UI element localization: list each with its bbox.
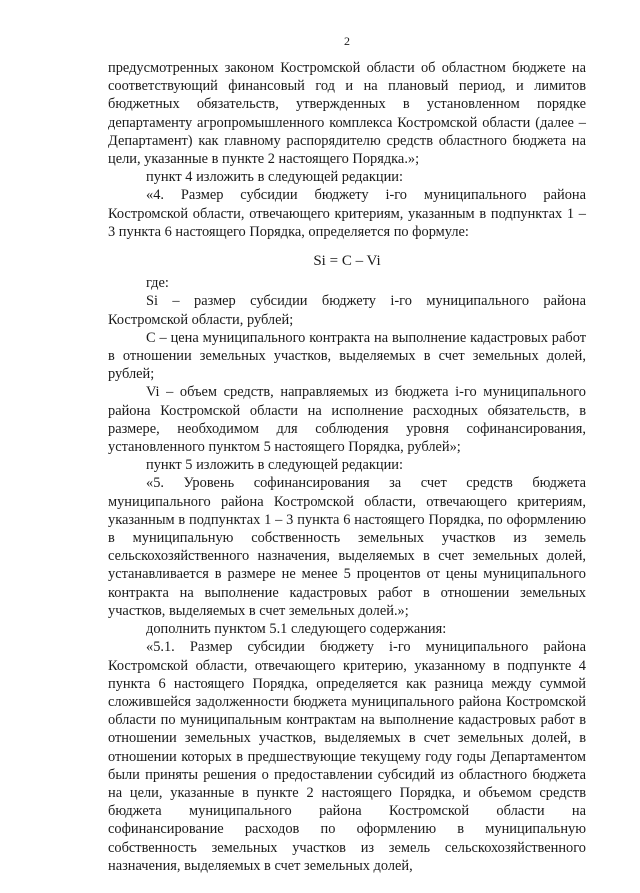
paragraph-where: где: [146, 275, 169, 292]
paragraph-budget-continuation: предусмотренных законом Костромской области об областном бюджете на соответствующий финансовый год и на плановый период, и лимитов бюджетных обязательств, утвержденных в установленном порядке департаменту агропромышленного комплекса Костромской области (далее – Департамент) как главному распорядителю средств областного бюджета на цели, указанные в пункте 2 настоящего Порядка.»; [108, 60, 586, 168]
document-body [108, 59, 586, 875]
paragraph-amend-point-5: пункт 5 изложить в следующей редакции: [146, 457, 403, 474]
definition-vi: Vi – объем средств, направляемых из бюджета i-го муниципального района Костромской области на исполнение расходных обязательств, в размере, необходимом для соблюдения уровня софинансирования, установленного пунктом 5 настоящего Порядка, рублей»; [108, 384, 586, 456]
definition-si: Si – размер субсидии бюджету i-го муниципального района Костромской области, рублей; [108, 293, 586, 328]
paragraph-amend-point-4: пункт 4 изложить в следующей редакции: [146, 169, 403, 186]
document-page [108, 34, 586, 875]
paragraph-point-4: «4. Размер субсидии бюджету i-го муниципального района Костромской области, отвечающего критериям, указанным в подпунктах 1 – 3 пункта 6 настоящего Порядка, определяется по формуле: [108, 187, 586, 240]
page-number: 2 [344, 34, 350, 48]
paragraph-point-5-1: «5.1. Размер субсидии бюджету i-го муниципального района Костромской области, отвечающего критерию, указанному в подпункте 4 пункта 6 настоящего Порядка, определяется как разница между суммой сложившейся задолженности бюджета муниципального района Костромской области по муниципальным контрактам на выполнение кадастровых работ в отношении земельных участков, выделяемых в счет земельных долей, в отношении которых в предшествующие текущему году годы Департаментом были приняты решения о предоставлении субсидий из областного бюджета на цели, указанные в пункте 2 настоящего Порядка, и объемом средств бюджета муниципального района Костромской области на софинансирование расходов по оформлению в муниципальную собственность земельных участков из земель сельскохозяйственного назначения, выделяемых в счет земельных долей, [108, 639, 586, 874]
formula: Si = C – Vi [313, 253, 381, 270]
paragraph-point-5: «5. Уровень софинансирования за счет средств бюджета муниципального района Костромской области, отвечающего критериям, указанным в подпунктах 1 – 3 пункта 6 настоящего Порядка, по оформлению в муниципальную собственность земельных участков из земель сельскохозяйственного назначения, выделяемых в счет земельных долей, устанавливается в размере не менее 5 процентов от цены муниципального контракта на выполнение кадастровых работ в отношении земельных участков, выделяемых в счет земельных долей.»; [108, 475, 586, 619]
definition-c: C – цена муниципального контракта на выполнение кадастровых работ в отношении земельных участков, выделяемых в счет земельных долей, рублей; [108, 329, 586, 383]
paragraph-add-point-5-1: дополнить пунктом 5.1 следующего содержания: [146, 621, 447, 638]
